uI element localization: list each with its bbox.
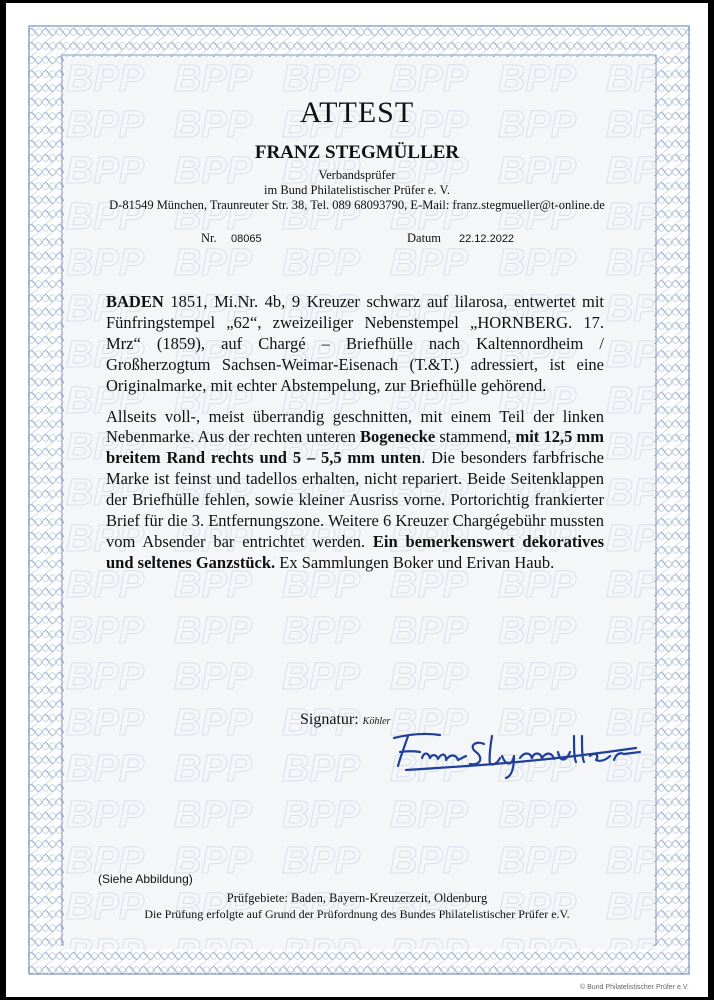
description-paragraph [106,292,604,397]
date-label: Datum [407,231,442,245]
signatur-label: Signatur: [300,711,359,728]
examiner-role: Verbandsprüfer [318,168,396,182]
condition-text-c: stammend, [435,427,516,447]
condition-bold-b: Bogenecke [360,427,436,447]
copyright-note: © Bund Philatelistischer Prüfer e.V. [580,984,689,991]
examination-areas: Prüfgebiete: Baden, Bayern-Kreuzerzeit, Oldenburg [226,891,488,905]
legal-note: Die Prüfung erfolgte auf Grund der Prüfordnung des Bundes Philatelistischer Prüfer e.V. [144,907,570,921]
condition-text-e: . Die besonders farbfrische Marke ist feinst und tadellos erhalten, nicht repariert. Beide Seitenklappen der Briefhülle fehlen, sowie kleiner Ausriss vorne. Portorichtig frankierter Brief für die 3. Entfernungszone. Weitere 6 Kreuzer Chargégebühr mussten vom Absender bar entrichtet werden. [106,448,604,551]
number-label: Nr. [201,231,217,245]
number-value: 08065 [231,233,262,245]
examiner-name: FRANZ STEGMÜLLER [254,142,460,163]
examiner-address: D-81549 München, Traunreuter Str. 38, Tel. 089 68093790, E-Mail: franz.stegmueller@t-online.de [109,198,605,212]
country-name: BADEN [106,292,164,311]
document-title: ATTEST [299,96,415,129]
signatur-row [300,711,390,729]
handwritten-signature [380,722,650,780]
examiner-organization: im Bund Philatelistischer Prüfer e. V. [264,183,450,197]
condition-text-a: Allseits voll-, meist überrandig geschnitten, mit einem Teil der linken Nebenmarke. Aus der rechten unteren [106,406,604,447]
see-illustration-note: (Siehe Abbildung) [98,872,193,886]
description-text: 1851, Mi.Nr. 4b, 9 Kreuzer schwarz auf lilarosa, entwertet mit Fünfringstempel „62“, zweizeiliger Nebenstempel „HORNBERG. 17. Mrz“ (1859), auf Chargé – Briefhülle nach Kaltennordheim / Großherzogtum Sachsen-Weimar-Eisenach (T.&T.) adressiert, ist eine Originalmarke, mit echter Abstempelung, zur Briefhülle gehörend. [106,292,604,395]
certificate-body [106,292,604,584]
condition-paragraph [106,407,604,574]
date-value: 22.12.2022 [459,233,515,245]
signatur-value: Köhler [362,716,391,727]
condition-bold-d: mit 12,5 mm breitem Rand rechts und 5 – 5,5 mm unten [106,427,604,468]
condition-text-g: Ex Sammlungen Boker und Erivan Haub. [275,552,555,572]
condition-bold-f: Ein bemerkenswert dekoratives und seltenes Ganzstück. [106,531,604,572]
